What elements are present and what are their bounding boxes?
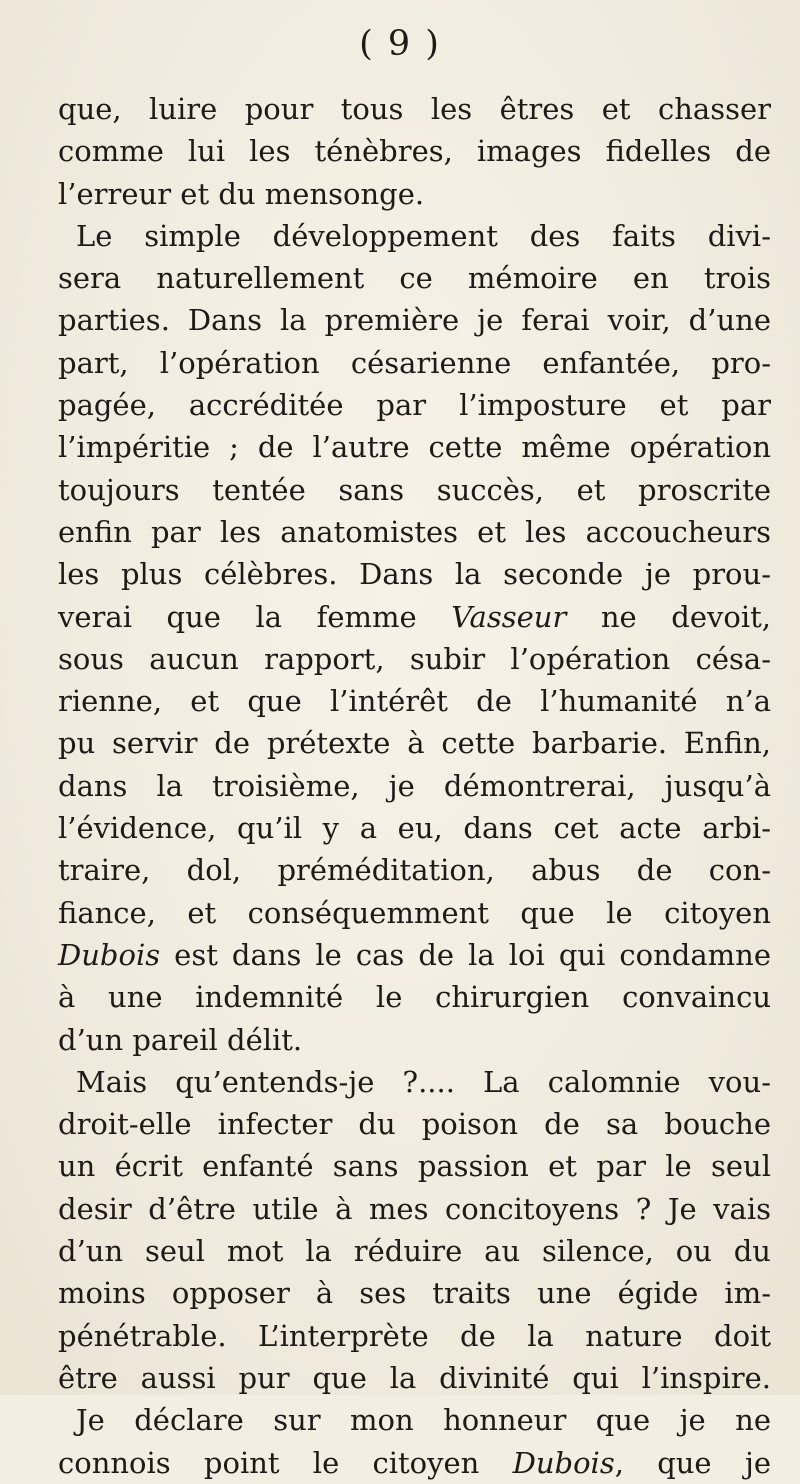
text-line <box>58 1019 771 1061</box>
text-line <box>58 1061 771 1103</box>
text-line <box>58 765 771 807</box>
text-line <box>58 934 771 976</box>
text-line <box>58 892 771 934</box>
text-span: pu servir de prétexte à cette barbarie. Enfin, <box>58 726 771 761</box>
text-span: comme lui les ténèbres, images fidelles de <box>58 134 771 169</box>
italic-name: Dubois <box>512 1445 615 1480</box>
text-span: l’impéritie ; de l’autre cette même opération <box>58 430 771 465</box>
text-line <box>58 976 771 1018</box>
text-span: , que je <box>614 1445 771 1480</box>
text-line <box>58 1357 771 1399</box>
text-line <box>58 1399 771 1441</box>
text-span: desir d’être utile à mes concitoyens ? Je vais <box>58 1191 771 1226</box>
text-span: sous aucun rapport, subir l’opération césa- <box>58 641 771 676</box>
body-text <box>58 88 771 1484</box>
text-line <box>58 553 771 595</box>
text-line <box>58 257 771 299</box>
text-span: que, luire pour tous les êtres et chasser <box>58 92 771 126</box>
text-line <box>58 722 771 764</box>
text-line <box>58 88 771 130</box>
text-span: à une indemnité le chirurgien convaincu <box>58 980 771 1015</box>
text-line <box>58 1145 771 1187</box>
text-span: l’évidence, qu’il y a eu, dans cet acte arbi- <box>58 811 771 846</box>
text-line <box>58 680 771 722</box>
text-span: verai que la femme <box>58 599 452 634</box>
text-span: sera naturellement ce mémoire en trois <box>58 261 771 296</box>
text-line <box>58 1188 771 1230</box>
text-span: enfin par les anatomistes et les accoucheurs <box>58 514 771 549</box>
text-line <box>58 849 771 891</box>
text-line <box>58 807 771 849</box>
text-span: fiance, et conséquemment que le citoyen <box>58 895 771 930</box>
text-span: Mais qu’entends-je ?.... La calomnie vou- <box>76 1064 771 1099</box>
text-span: ne devoit, <box>566 599 771 634</box>
text-line <box>58 638 771 680</box>
text-span: dans la troisième, je démontrerai, jusqu’à <box>58 768 771 803</box>
text-line <box>58 299 771 341</box>
text-span: est dans le cas de la loi qui condamne <box>160 937 771 972</box>
text-span: être aussi pur que la divinité qui l’inspire. <box>58 1360 771 1395</box>
text-line <box>58 130 771 172</box>
text-span: d’un pareil délit. <box>58 1022 303 1057</box>
text-span: les plus célèbres. Dans la seconde je prou- <box>58 557 771 592</box>
text-line <box>58 469 771 511</box>
text-line <box>58 1315 771 1357</box>
text-line <box>58 1442 771 1484</box>
text-span: part, l’opération césarienne enfantée, pro- <box>58 345 771 380</box>
page-number: ( 9 ) <box>359 24 441 64</box>
text-line <box>58 173 771 215</box>
text-line <box>58 1272 771 1314</box>
italic-name: Vasseur <box>451 599 567 634</box>
text-span: rienne, et que l’intérêt de l’humanité n’a <box>58 684 771 719</box>
text-span: moins opposer à ses traits une égide im- <box>58 1276 771 1311</box>
text-span: d’un seul mot la réduire au silence, ou du <box>58 1234 771 1269</box>
text-span: parties. Dans la première je ferai voir, d’une <box>58 303 771 338</box>
text-line <box>58 342 771 384</box>
text-line <box>58 511 771 553</box>
text-span: Le simple développement des faits divi- <box>76 218 771 253</box>
text-line <box>58 1103 771 1145</box>
text-span: pénétrable. L’interprète de la nature doit <box>58 1318 771 1353</box>
text-span: un écrit enfanté sans passion et par le seul <box>58 1149 771 1184</box>
text-span: Je déclare sur mon honneur que je ne <box>76 1403 771 1438</box>
italic-name: Dubois <box>58 937 161 972</box>
text-span: l’erreur et du mensonge. <box>58 176 425 211</box>
text-span: droit-elle infecter du poison de sa bouche <box>58 1107 771 1142</box>
text-span: connois point le citoyen <box>58 1445 513 1480</box>
text-span: traire, dol, préméditation, abus de con- <box>58 853 771 888</box>
text-line <box>58 426 771 468</box>
text-span: toujours tentée sans succès, et proscrite <box>58 472 771 507</box>
text-line <box>58 384 771 426</box>
text-line <box>58 1230 771 1272</box>
text-line <box>58 215 771 257</box>
text-span: pagée, accréditée par l’imposture et par <box>58 388 771 423</box>
text-line <box>58 596 771 638</box>
